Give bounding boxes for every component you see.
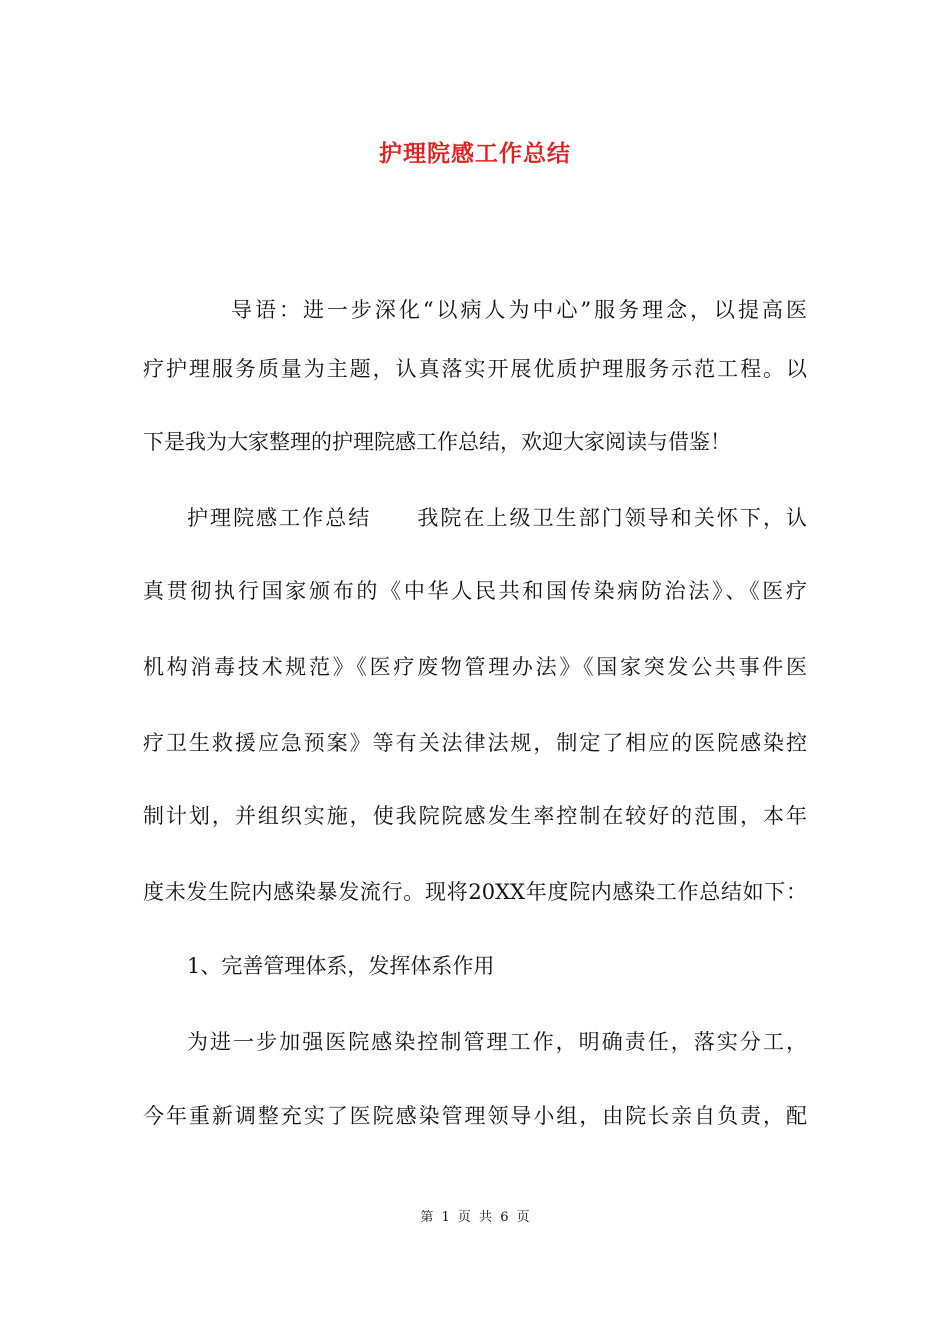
page-number-footer: 第 1 页 共 6 页 <box>420 1210 530 1225</box>
paragraph-line: 疗卫生救援应急预案》等有关法律法规，制定了相应的医院感染控 <box>143 731 807 755</box>
paragraph-line: 制计划，并组织实施，使我院院感发生率控制在较好的范围，本年 <box>143 804 807 828</box>
paragraph-line: 度未发生院内感染暴发流行。现将20XX年度院内感染工作总结如下： <box>143 880 807 904</box>
paragraph-line: 导语：进一步深化“以病人为中心”服务理念，以提高医 <box>231 298 807 322</box>
paragraph-line: 疗护理服务质量为主题，认真落实开展优质护理服务示范工程。以 <box>143 357 807 381</box>
paragraph-line: 今年重新调整充实了医院感染管理领导小组，由院长亲自负责，配 <box>143 1104 807 1128</box>
paragraph-line: 真贯彻执行国家颁布的《中华人民共和国传染病防治法》、《医疗 <box>143 579 807 603</box>
section-heading: 1、完善管理体系，发挥体系作用 <box>187 954 495 978</box>
paragraph-line: 护理院感工作总结 我院在上级卫生部门领导和关怀下，认 <box>187 506 807 530</box>
paragraph-line: 机构消毒技术规范》《医疗废物管理办法》《国家突发公共事件医 <box>143 655 807 679</box>
paragraph-line: 为进一步加强医院感染控制管理工作，明确责任，落实分工， <box>187 1030 807 1054</box>
document-title: 护理院感工作总结 <box>379 140 571 167</box>
paragraph-line: 下是我为大家整理的护理院感工作总结，欢迎大家阅读与借鉴！ <box>143 430 731 454</box>
